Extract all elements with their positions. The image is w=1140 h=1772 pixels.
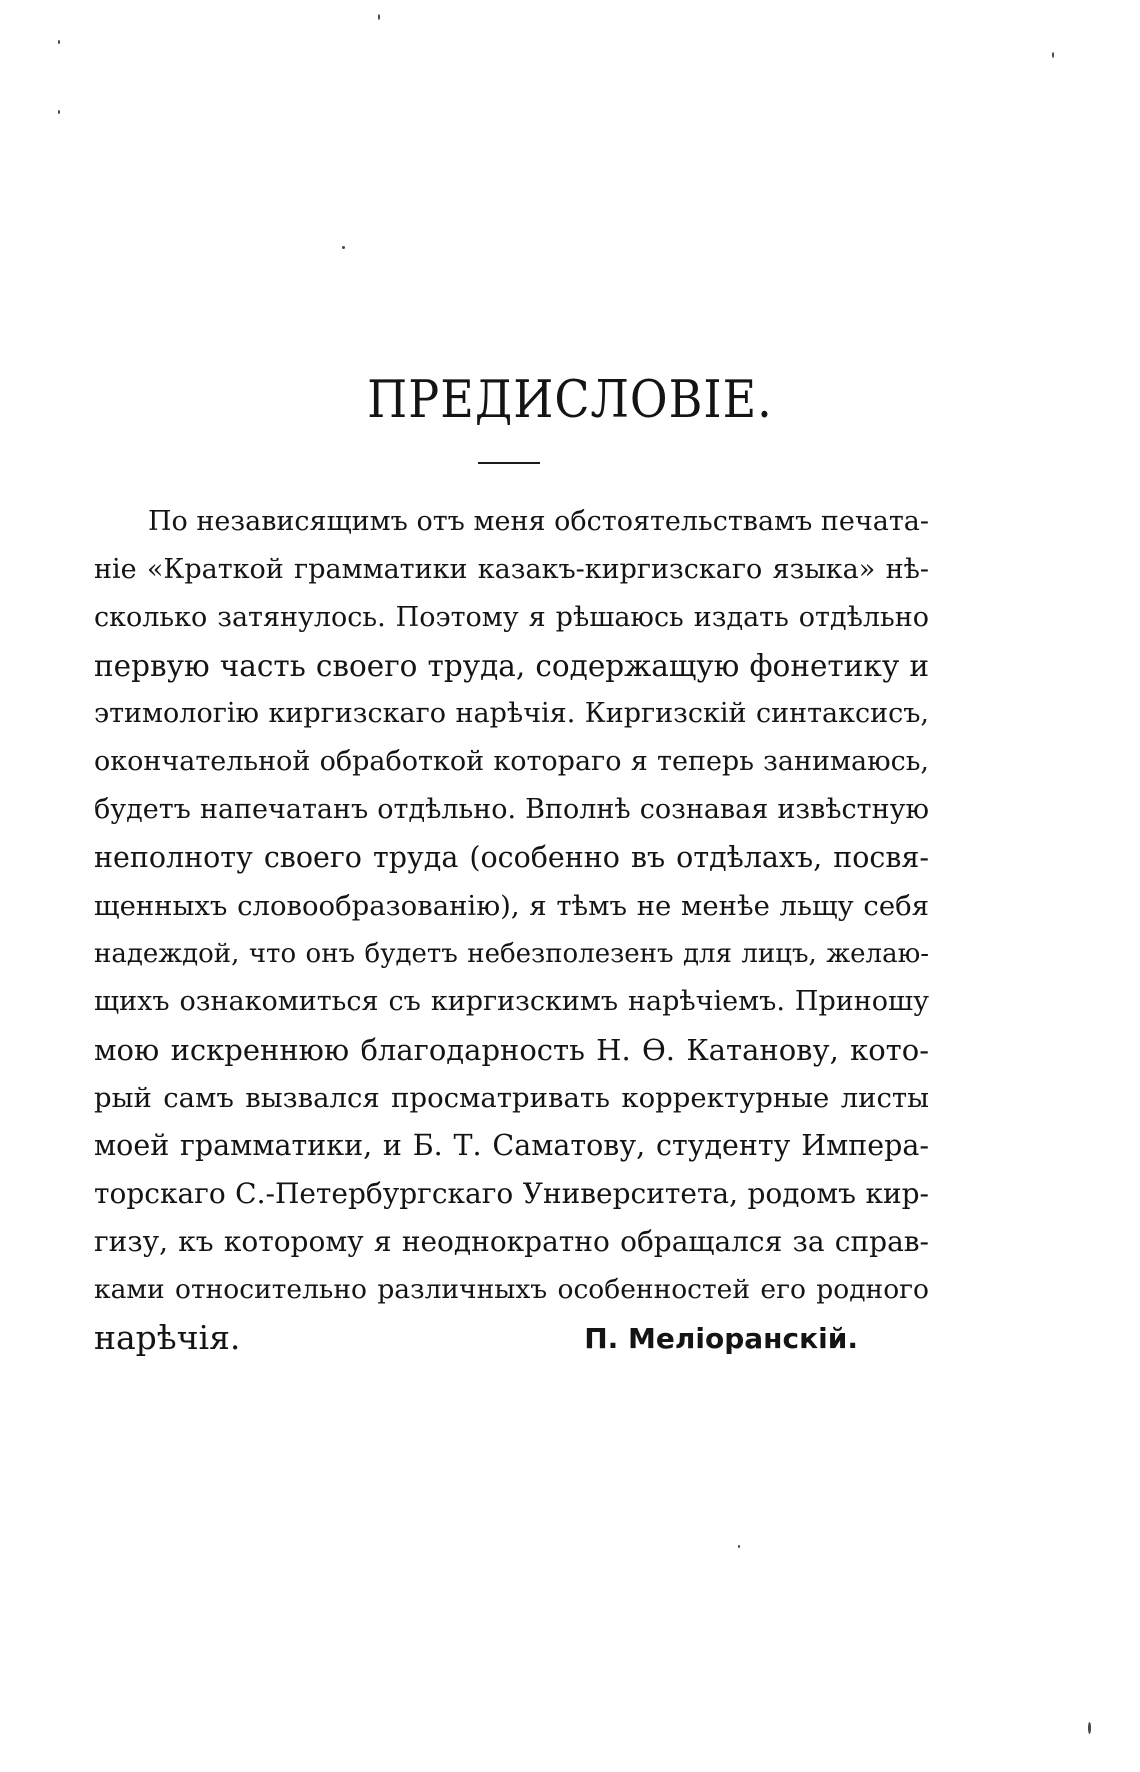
scan-speck [342,246,345,249]
scan-speck [58,40,60,44]
text-line: торскаго С.-Петербургскаго Университета, родомъ кир- [94,1177,929,1210]
text-line: нарѣчія. [94,1318,241,1357]
title-divider [478,462,540,464]
scan-speck [1052,52,1054,58]
text-line: этимологію киргизскаго нарѣчія. Киргизскій синтаксисъ, [94,698,929,729]
text-line: неполноту своего труда (особенно въ отдѣлахъ, посвя- [94,841,929,874]
scan-speck [378,14,380,20]
scan-speck [58,110,60,114]
text-line: окончательной обработкой котораго я теперь занимаюсь, [94,746,929,777]
scan-speck [738,1545,740,1548]
text-line: ками относительно различныхъ особенностей его родного [94,1274,929,1305]
author-signature: П. Меліоранскій. [584,1322,858,1355]
text-line: ніе «Краткой грамматики казакъ-киргизскаго языка» нѣ- [94,554,929,585]
page-title: ПРЕДИСЛОВІЕ. [367,368,773,430]
text-line: щенныхъ словообразованію), я тѣмъ не менѣе льщу себя [94,890,929,922]
text-line: мою искреннюю благодарность Н. Ѳ. Катанову, кото- [94,1033,929,1067]
text-line: будетъ напечатанъ отдѣльно. Вполнѣ сознавая извѣстную [94,794,929,825]
text-line: щихъ ознакомиться съ киргизскимъ нарѣчіемъ. Приношу [94,986,929,1017]
text-line: моей грамматики, и Б. Т. Саматову, студенту Импера- [94,1129,929,1162]
scan-speck [1088,1722,1091,1734]
preface-body [94,498,929,1362]
text-line: рый самъ вызвался просматривать корректурные листы [94,1082,929,1114]
text-line: гизу, къ которому я неоднократно обращался за справ- [94,1225,929,1258]
text-line: надеждой, что онъ будетъ небезполезенъ для лицъ, желаю- [94,939,929,969]
text-line: По независящимъ отъ меня обстоятельствамъ печата- [148,506,929,537]
text-line: первую часть своего труда, содержащую фонетику и [94,649,929,683]
text-line: сколько затянулось. Поэтому я рѣшаюсь издать отдѣльно [94,602,929,633]
